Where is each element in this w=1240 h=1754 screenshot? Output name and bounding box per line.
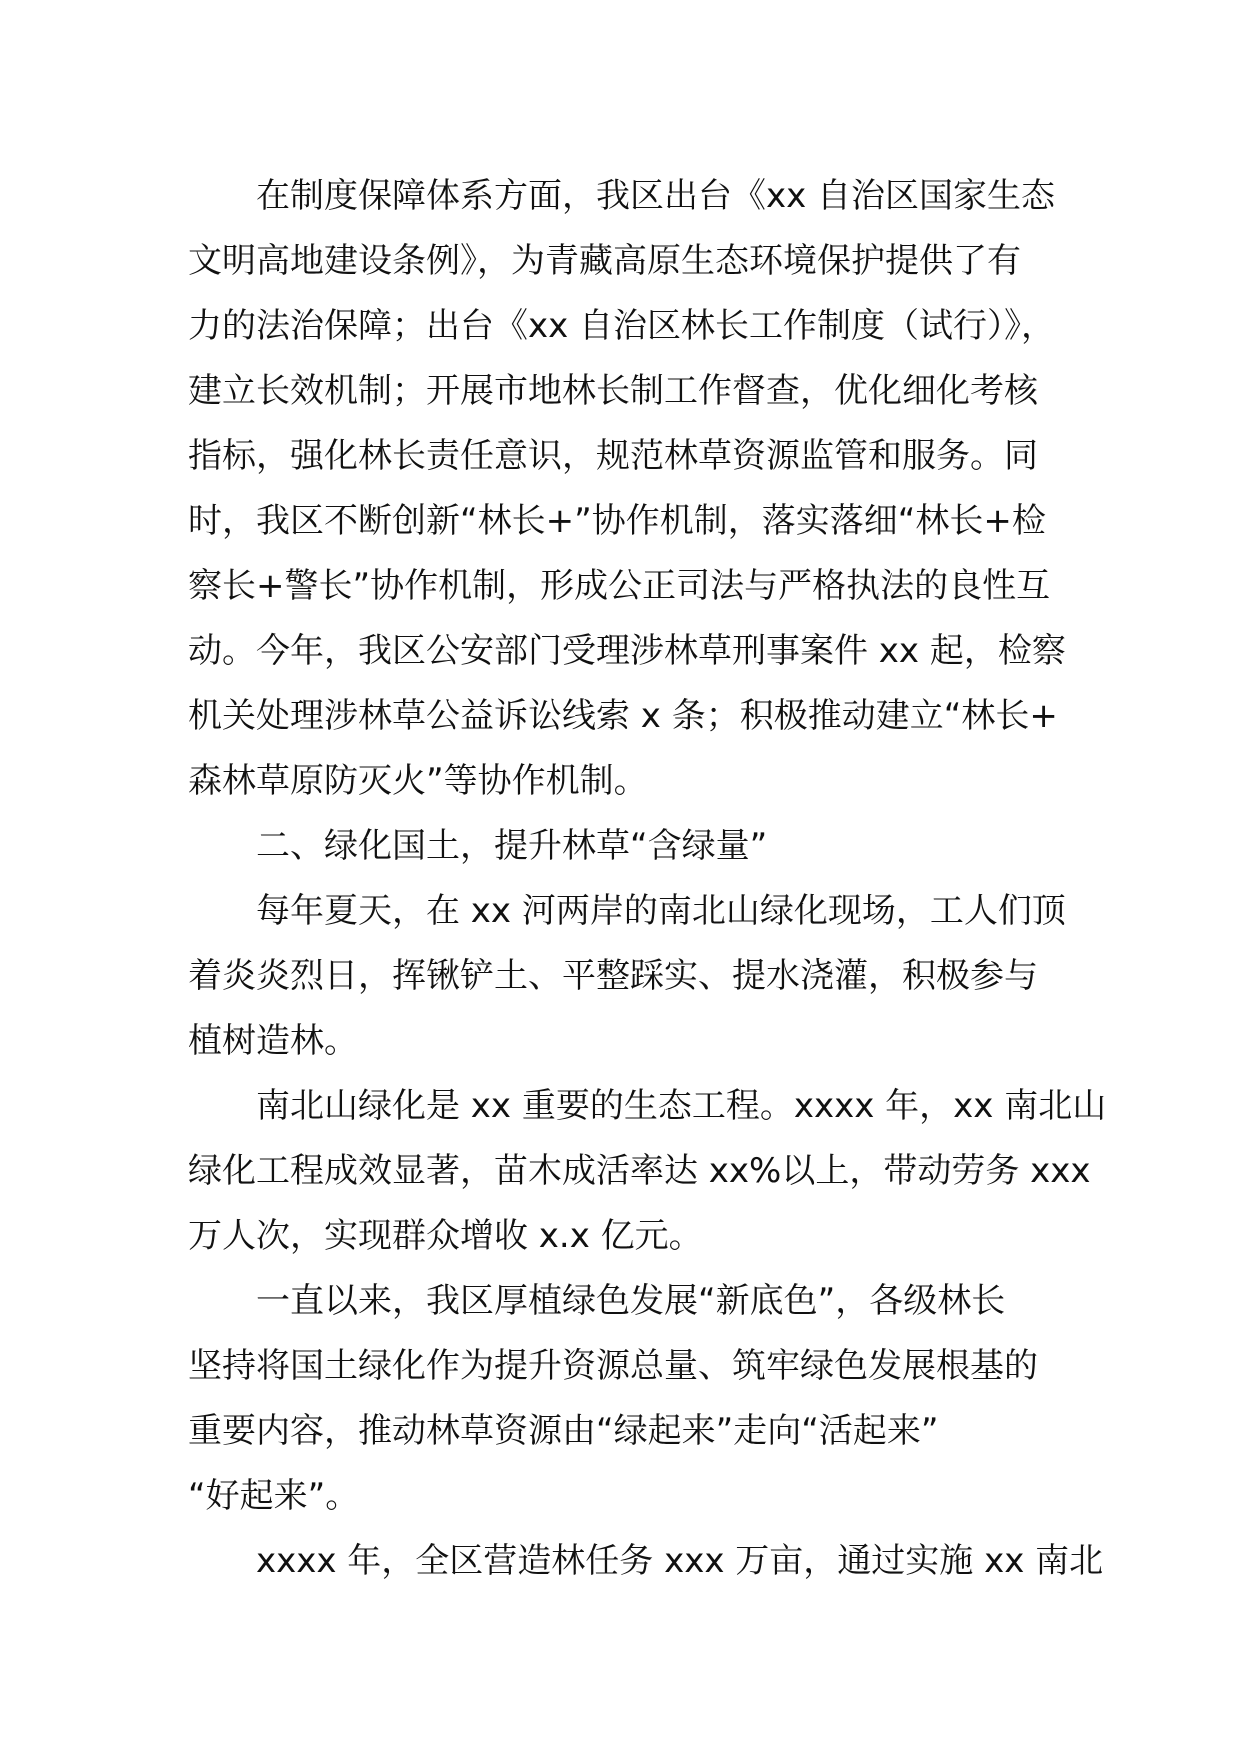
paragraph-institution-line: 动。今年，我区公安部门受理涉林草刑事案件 xx 起，检察 — [188, 631, 1066, 671]
paragraph-greening-line: 万人次，实现群众增收 x.x 亿元。 — [188, 1216, 703, 1256]
paragraph-summer-line: 植树造林。 — [188, 1021, 358, 1061]
paragraph-institution-line: 机关处理涉林草公益诉讼线索 x 条；积极推动建立“林长+ — [188, 696, 1058, 736]
paragraph-institution-line: 力的法治保障；出台《xx 自治区林长工作制度（试行）》， — [188, 306, 1056, 346]
paragraph-summer-line: 每年夏天，在 xx 河两岸的南北山绿化现场，工人们顶 — [256, 891, 1066, 931]
paragraph-green-development-line: “好起来”。 — [188, 1476, 360, 1516]
paragraph-summer-line: 着炎炎烈日，挥锹铲土、平整踩实、提水浇灌，积极参与 — [188, 956, 1038, 996]
paragraph-institution-line: 时，我区不断创新“林长+”协作机制，落实落细“林长+检 — [188, 501, 1046, 541]
paragraph-institution-line: 察长+警长”协作机制，形成公正司法与严格执法的良性互 — [188, 566, 1051, 606]
paragraph-institution-line: 建立长效机制；开展市地林长制工作督查，优化细化考核 — [188, 371, 1038, 411]
document-body — [188, 164, 1107, 1594]
paragraph-institution-line: 在制度保障体系方面，我区出台《xx 自治区国家生态 — [256, 176, 1056, 216]
paragraph-afforestation-line: xxxx 年，全区营造林任务 xxx 万亩，通过实施 xx 南北 — [256, 1541, 1104, 1581]
paragraph-institution-line: 森林草原防灭火”等协作机制。 — [188, 761, 648, 801]
paragraph-greening-line: 南北山绿化是 xx 重要的生态工程。xxxx 年，xx 南北山 — [256, 1086, 1107, 1126]
paragraph-green-development-line: 一直以来，我区厚植绿色发展“新底色”，各级林长 — [256, 1281, 1006, 1321]
paragraph-greening-line: 绿化工程成效显著，苗木成活率达 xx%以上，带动劳务 xxx — [188, 1151, 1091, 1191]
paragraph-institution-line: 指标，强化林长责任意识，规范林草资源监管和服务。同 — [188, 436, 1038, 476]
section-heading: 二、绿化国土，提升林草“含绿量” — [256, 826, 768, 866]
paragraph-green-development-line: 坚持将国土绿化作为提升资源总量、筑牢绿色发展根基的 — [188, 1346, 1038, 1386]
paragraph-green-development-line: 重要内容，推动林草资源由“绿起来”走向“活起来” — [188, 1411, 939, 1451]
paragraph-institution-line: 文明高地建设条例》，为青藏高原生态环境保护提供了有 — [188, 241, 1021, 281]
